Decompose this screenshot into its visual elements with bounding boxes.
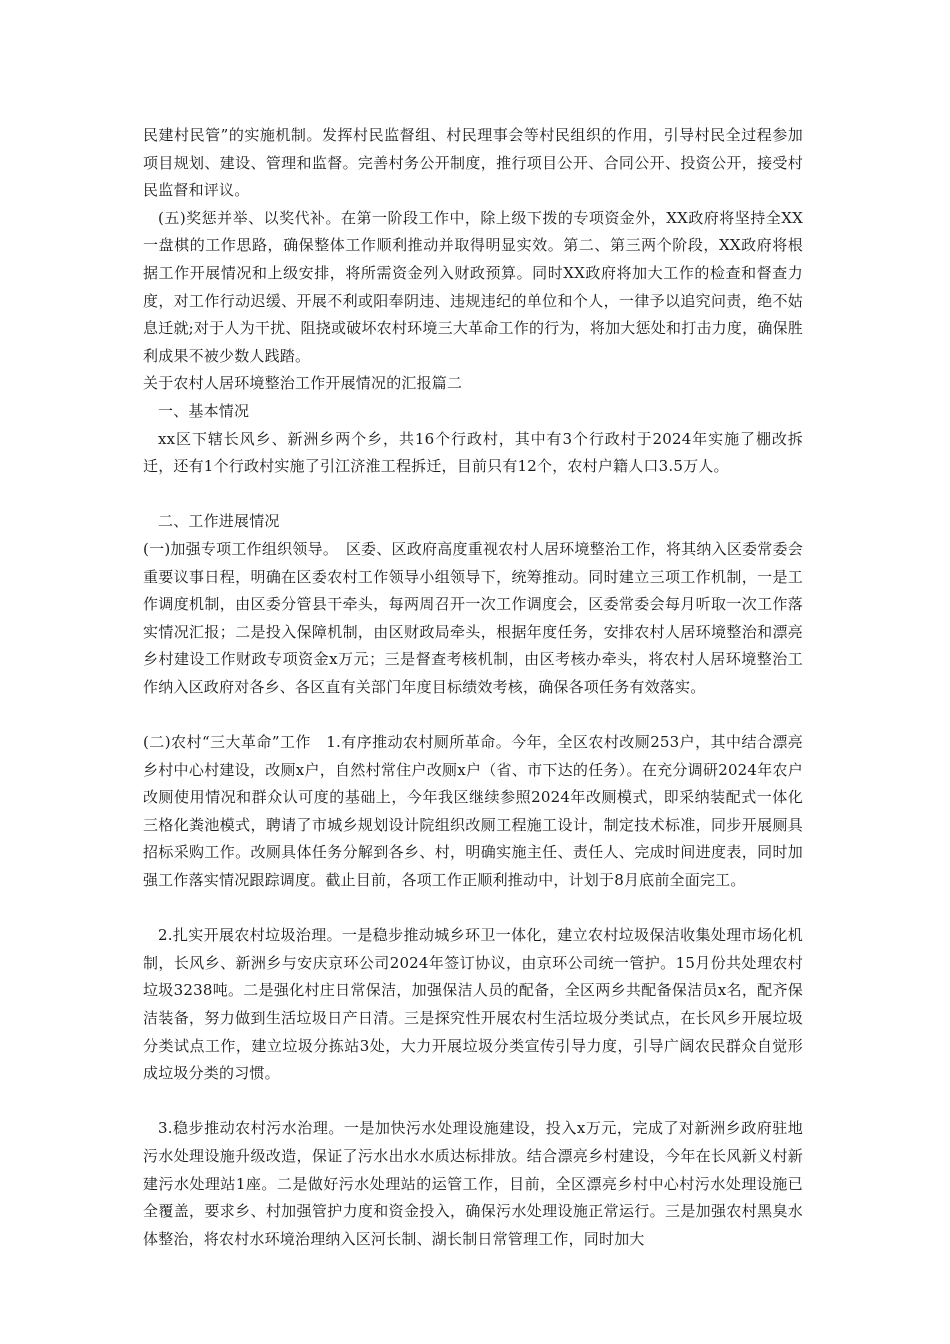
paragraph-rewards-penalties: (五)奖惩并举、以奖代补。在第一阶段工作中，除上级下拨的专项资金外，XX政府将坚持全XX一盘棋的工作思路，确保整体工作顺利推动并取得明显实效。第二、第三两个阶段，XX政府将根据工作开展情况和上级安排，将所需资金列入财政预算。同时XX政府将加大工作的检查和督查力度，对工作行动迟缓、开展不利或阳奉阴违、违规违纪的单位和个人，一律予以追究问责，绝不姑息迁就;对于人为干扰、阻挠或破坏农村环境三大革命工作的行为，将加大惩处和打击力度，确保胜利成果不被少数人践踏。 [143, 208, 803, 365]
paragraph-basic-situation: xx区下辖长风乡、新洲乡两个乡，共16个行政村，其中有3个行政村于2024年实施了棚改拆迁，还有1个行政村实施了引江济淮工程拆迁，目前只有12个，农村户籍人口3.5万人。 [143, 429, 803, 476]
paragraph-toilet-revolution: (二)农村“三大革命”工作 1.有序推动农村厕所革命。今年，全区农村改厕253户，其中结合漂亮乡村中心村建设，改厕x户，自然村常住户改厕x户（省、市下达的任务）。在充分调研2024年农户改厕使用情况和群众认可度的基础上，今年我区继续参照2024年改厕模式，即采纳装配式一体化三格化粪池模式，聘请了市城乡规划设计院组织改厕工程施工设计，制定技术标准，同步开展厕具招标采购工作。改厕具体任务分解到各乡、村，明确实施主任、责任人、完成时间进度表，同时加强工作落实情况跟踪调度。截止目前，各项工作正顺利推动中，计划于8月底前全面完工。 [143, 733, 803, 890]
spacer [143, 701, 803, 729]
heading-work-progress: 二、工作进展情况 [158, 512, 280, 531]
section-title: 关于农村人居环境整治工作开展情况的汇报篇二 [143, 374, 463, 393]
spacer [143, 1088, 803, 1116]
spacer [143, 481, 803, 509]
paragraph-village-supervision: 民建村民管”的实施机制。发挥村民监督组、村民理事会等村民组织的作用，引导村民全过程参加项目规划、建设、管理和监督。完善村务公开制度，推行项目公开、合同公开、投资公开，接受村民监督和评议。 [143, 126, 803, 200]
paragraph-garbage-treatment: 2.扎实开展农村垃圾治理。一是稳步推动城乡环卫一体化，建立农村垃圾保洁收集处理市场化机制，长风乡、新洲乡与安庆京环公司2024年签订协议，由京环公司统一管护。15月份共处理农村垃圾3238吨。二是强化村庄日常保洁，加强保洁人员的配备，全区两乡共配备保洁员x名，配齐保洁装备，努力做到生活垃圾日产日清。三是探究性开展农村生活垃圾分类试点，在长风乡开展垃圾分类试点工作，建立垃圾分拣站3处，大力开展垃圾分类宣传引导力度，引导广阔农民群众自觉形成垃圾分类的习惯。 [143, 926, 803, 1083]
document-body [143, 122, 803, 1253]
paragraph-leadership: (一)加强专项工作组织领导。 区委、区政府高度重视农村人居环境整治工作，将其纳入区委常委会重要议事日程，明确在区委农村工作领导小组领导下，统筹推动。同时建立三项工作机制，一是工作调度机制，由区委分管县干牵头，每两周召开一次工作调度会，区委常委会每月听取一次工作落实情况汇报；二是投入保障机制，由区财政局牵头，根据年度任务，安排农村人居环境整治和漂亮乡村建设工作财政专项资金x万元；三是督查考核机制，由区考核办牵头，将农村人居环境整治工作纳入区政府对各乡、各区直有关部门年度目标绩效考核，确保各项任务有效落实。 [143, 539, 803, 696]
spacer [143, 895, 803, 923]
paragraph-sewage-treatment: 3.稳步推动农村污水治理。一是加快污水处理设施建设，投入x万元，完成了对新洲乡政府驻地污水处理设施升级改造，保证了污水出水水质达标排放。结合漂亮乡村建设，今年在长风新义村新建污水处理站1座。二是做好污水处理站的运管工作，目前，全区漂亮乡村中心村污水处理设施已全覆盖，要求乡、村加强管护力度和资金投入，确保污水处理设施正常运行。三是加强农村黑臭水体整治，将农村水环境治理纳入区河长制、湖长制日常管理工作，同时加大 [143, 1119, 803, 1248]
heading-basic-situation: 一、基本情况 [158, 401, 250, 420]
